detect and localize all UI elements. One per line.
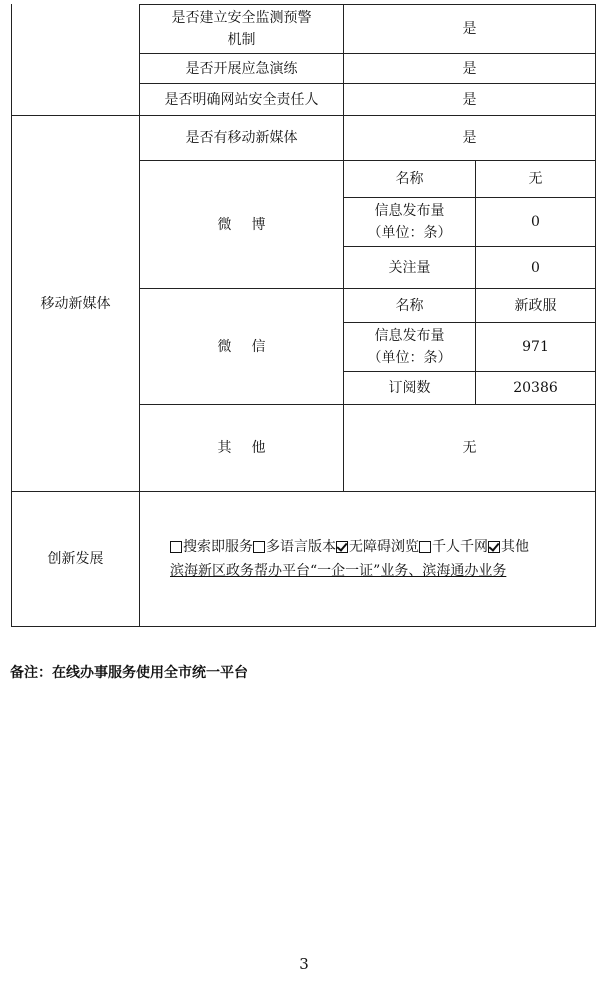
weibo-followers-value: 0: [531, 259, 540, 276]
checkbox-icon: [253, 541, 265, 553]
option-accessibility: 无障碍浏览: [349, 539, 419, 555]
weibo-name-value: 无: [528, 171, 543, 187]
weibo-followers-label: 关注量: [388, 259, 431, 276]
weixin-subscribers-label: 订阅数: [388, 380, 431, 396]
option-search-service: 搜索即服务: [183, 539, 253, 555]
row-label-responsible: 是否明确网站安全责任人: [164, 91, 319, 108]
label-line: 机制: [227, 32, 256, 48]
weibo-posts-label: [344, 198, 475, 246]
innovation-label: 创新发展: [47, 551, 104, 567]
row-label-has-media: 是否有移动新媒体: [185, 130, 298, 146]
weibo-label: [140, 161, 343, 288]
checkbox-checked-icon: [488, 541, 500, 553]
innovation-options: [170, 535, 590, 583]
other-media-label: [140, 405, 343, 491]
label-line: 信息发布量: [374, 328, 445, 344]
checkbox-icon: [170, 541, 182, 553]
weibo-label-text: 微博: [217, 216, 286, 233]
option-multilingual: 多语言版本: [266, 539, 336, 555]
other-media-label-text: 其他: [217, 440, 286, 456]
option-personalized: 千人千网: [432, 539, 488, 555]
weixin-posts-label: [344, 323, 475, 371]
weixin-label: [140, 289, 343, 404]
footnote: 备注：在线办事服务使用全市统一平台: [10, 665, 248, 681]
other-detail-text: 滨海新区政务帮办平台“一企一证”业务、滨海通办业务: [170, 563, 507, 579]
checkbox-icon: [419, 541, 431, 553]
weibo-name-label: 名称: [395, 171, 424, 187]
page-number: 3: [299, 955, 309, 973]
weixin-name-value: 新政服: [514, 297, 557, 314]
row-value-monitoring: 是: [462, 21, 477, 37]
row-value-responsible: 是: [462, 91, 477, 108]
label-line: （单位：条）: [367, 225, 452, 241]
row-value-has-media: 是: [462, 130, 477, 146]
row-label-drill: 是否开展应急演练: [185, 60, 298, 77]
table-border-bottom: [11, 626, 596, 627]
weixin-name-label: 名称: [395, 297, 424, 314]
weixin-subscribers-value: 20386: [513, 380, 558, 396]
other-media-value: 无: [462, 440, 477, 456]
label-line: 信息发布量: [374, 203, 445, 219]
table-border-right: [595, 4, 596, 627]
label-line: （单位：条）: [367, 350, 452, 366]
row-label-monitoring: [140, 5, 343, 53]
label-line: 是否建立安全监测预警: [171, 10, 312, 26]
weixin-label-text: 微信: [217, 338, 286, 355]
option-other: 其他: [501, 539, 529, 555]
weixin-posts-value: 971: [522, 339, 549, 355]
checkbox-checked-icon: [336, 541, 348, 553]
section-label-mobile-media: 移动新媒体: [40, 295, 111, 312]
weibo-posts-value: 0: [531, 214, 540, 230]
row-value-drill: 是: [462, 60, 477, 77]
